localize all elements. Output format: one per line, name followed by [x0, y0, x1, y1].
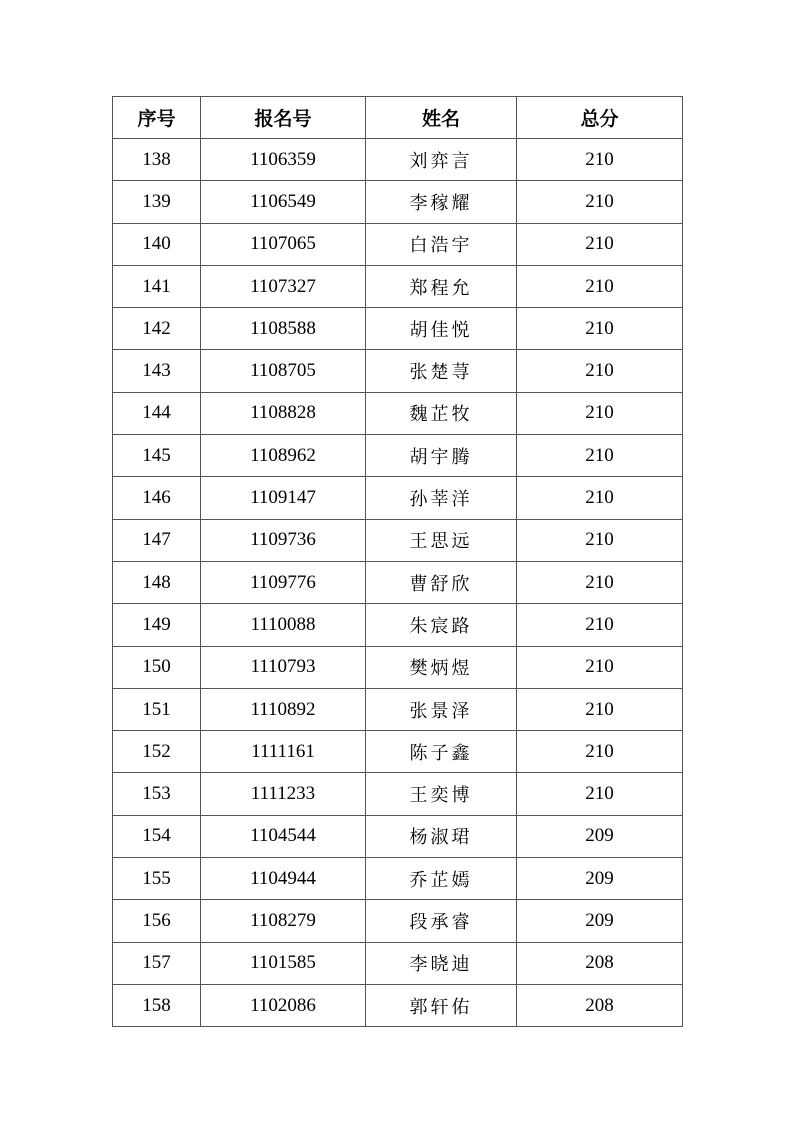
table-body [113, 139, 683, 1027]
cell-reg-no: 1110793 [201, 646, 366, 688]
cell-reg-no: 1102086 [201, 984, 366, 1026]
cell-total: 208 [517, 984, 683, 1026]
cell-total: 210 [517, 477, 683, 519]
table-row [113, 604, 683, 646]
cell-name: 郭轩佑 [366, 984, 517, 1026]
cell-total: 210 [517, 435, 683, 477]
cell-total: 210 [517, 519, 683, 561]
cell-seq: 140 [113, 223, 201, 265]
cell-seq: 149 [113, 604, 201, 646]
cell-seq: 148 [113, 561, 201, 603]
cell-name: 杨淑珺 [366, 815, 517, 857]
cell-name: 王奕博 [366, 773, 517, 815]
cell-name: 孙莘洋 [366, 477, 517, 519]
cell-name: 朱宸路 [366, 604, 517, 646]
cell-seq: 143 [113, 350, 201, 392]
cell-total: 210 [517, 561, 683, 603]
cell-total: 210 [517, 731, 683, 773]
cell-total: 210 [517, 350, 683, 392]
cell-reg-no: 1108828 [201, 392, 366, 434]
cell-name: 王思远 [366, 519, 517, 561]
cell-seq: 158 [113, 984, 201, 1026]
cell-reg-no: 1107327 [201, 265, 366, 307]
cell-reg-no: 1108962 [201, 435, 366, 477]
cell-reg-no: 1111161 [201, 731, 366, 773]
cell-total: 210 [517, 646, 683, 688]
table-row [113, 139, 683, 181]
header-total: 总分 [517, 97, 683, 139]
table-row [113, 646, 683, 688]
cell-seq: 157 [113, 942, 201, 984]
cell-reg-no: 1110892 [201, 688, 366, 730]
cell-seq: 154 [113, 815, 201, 857]
cell-seq: 145 [113, 435, 201, 477]
table-row [113, 688, 683, 730]
cell-seq: 147 [113, 519, 201, 561]
header-seq: 序号 [113, 97, 201, 139]
cell-seq: 150 [113, 646, 201, 688]
table-row [113, 561, 683, 603]
table-row [113, 858, 683, 900]
table-row [113, 392, 683, 434]
cell-seq: 155 [113, 858, 201, 900]
cell-name: 郑程允 [366, 265, 517, 307]
cell-name: 刘弈言 [366, 139, 517, 181]
cell-seq: 139 [113, 181, 201, 223]
cell-reg-no: 1106549 [201, 181, 366, 223]
table-row [113, 181, 683, 223]
cell-reg-no: 1108279 [201, 900, 366, 942]
cell-name: 乔芷嫣 [366, 858, 517, 900]
cell-reg-no: 1108588 [201, 308, 366, 350]
cell-total: 210 [517, 223, 683, 265]
cell-name: 魏芷牧 [366, 392, 517, 434]
cell-seq: 146 [113, 477, 201, 519]
cell-reg-no: 1108705 [201, 350, 366, 392]
cell-name: 张楚荨 [366, 350, 517, 392]
cell-reg-no: 1104544 [201, 815, 366, 857]
cell-reg-no: 1109147 [201, 477, 366, 519]
cell-reg-no: 1109776 [201, 561, 366, 603]
cell-name: 段承睿 [366, 900, 517, 942]
cell-reg-no: 1109736 [201, 519, 366, 561]
table-row [113, 477, 683, 519]
cell-reg-no: 1111233 [201, 773, 366, 815]
table-header-row [113, 97, 683, 139]
cell-seq: 153 [113, 773, 201, 815]
table-row [113, 942, 683, 984]
cell-seq: 151 [113, 688, 201, 730]
table-row [113, 731, 683, 773]
table-row [113, 815, 683, 857]
cell-total: 210 [517, 773, 683, 815]
cell-seq: 144 [113, 392, 201, 434]
table-row [113, 519, 683, 561]
cell-total: 210 [517, 181, 683, 223]
table-row [113, 308, 683, 350]
cell-total: 210 [517, 265, 683, 307]
cell-name: 李晓迪 [366, 942, 517, 984]
cell-seq: 142 [113, 308, 201, 350]
cell-seq: 156 [113, 900, 201, 942]
header-name: 姓名 [366, 97, 517, 139]
cell-name: 樊炳煜 [366, 646, 517, 688]
table-row [113, 984, 683, 1026]
cell-total: 210 [517, 308, 683, 350]
cell-total: 208 [517, 942, 683, 984]
cell-reg-no: 1104944 [201, 858, 366, 900]
header-reg-no: 报名号 [201, 97, 366, 139]
cell-name: 胡宇腾 [366, 435, 517, 477]
cell-total: 209 [517, 900, 683, 942]
cell-reg-no: 1106359 [201, 139, 366, 181]
cell-name: 曹舒欣 [366, 561, 517, 603]
cell-total: 209 [517, 815, 683, 857]
cell-seq: 138 [113, 139, 201, 181]
cell-name: 胡佳悦 [366, 308, 517, 350]
cell-name: 陈子鑫 [366, 731, 517, 773]
cell-name: 白浩宇 [366, 223, 517, 265]
cell-reg-no: 1110088 [201, 604, 366, 646]
cell-total: 210 [517, 139, 683, 181]
table-row [113, 900, 683, 942]
cell-name: 李稼耀 [366, 181, 517, 223]
cell-total: 210 [517, 688, 683, 730]
table-row [113, 773, 683, 815]
cell-total: 209 [517, 858, 683, 900]
table-row [113, 350, 683, 392]
cell-name: 张景泽 [366, 688, 517, 730]
cell-seq: 152 [113, 731, 201, 773]
table-row [113, 223, 683, 265]
cell-reg-no: 1101585 [201, 942, 366, 984]
table-row [113, 435, 683, 477]
cell-reg-no: 1107065 [201, 223, 366, 265]
score-table [112, 96, 683, 1027]
cell-seq: 141 [113, 265, 201, 307]
table-row [113, 265, 683, 307]
cell-total: 210 [517, 604, 683, 646]
cell-total: 210 [517, 392, 683, 434]
